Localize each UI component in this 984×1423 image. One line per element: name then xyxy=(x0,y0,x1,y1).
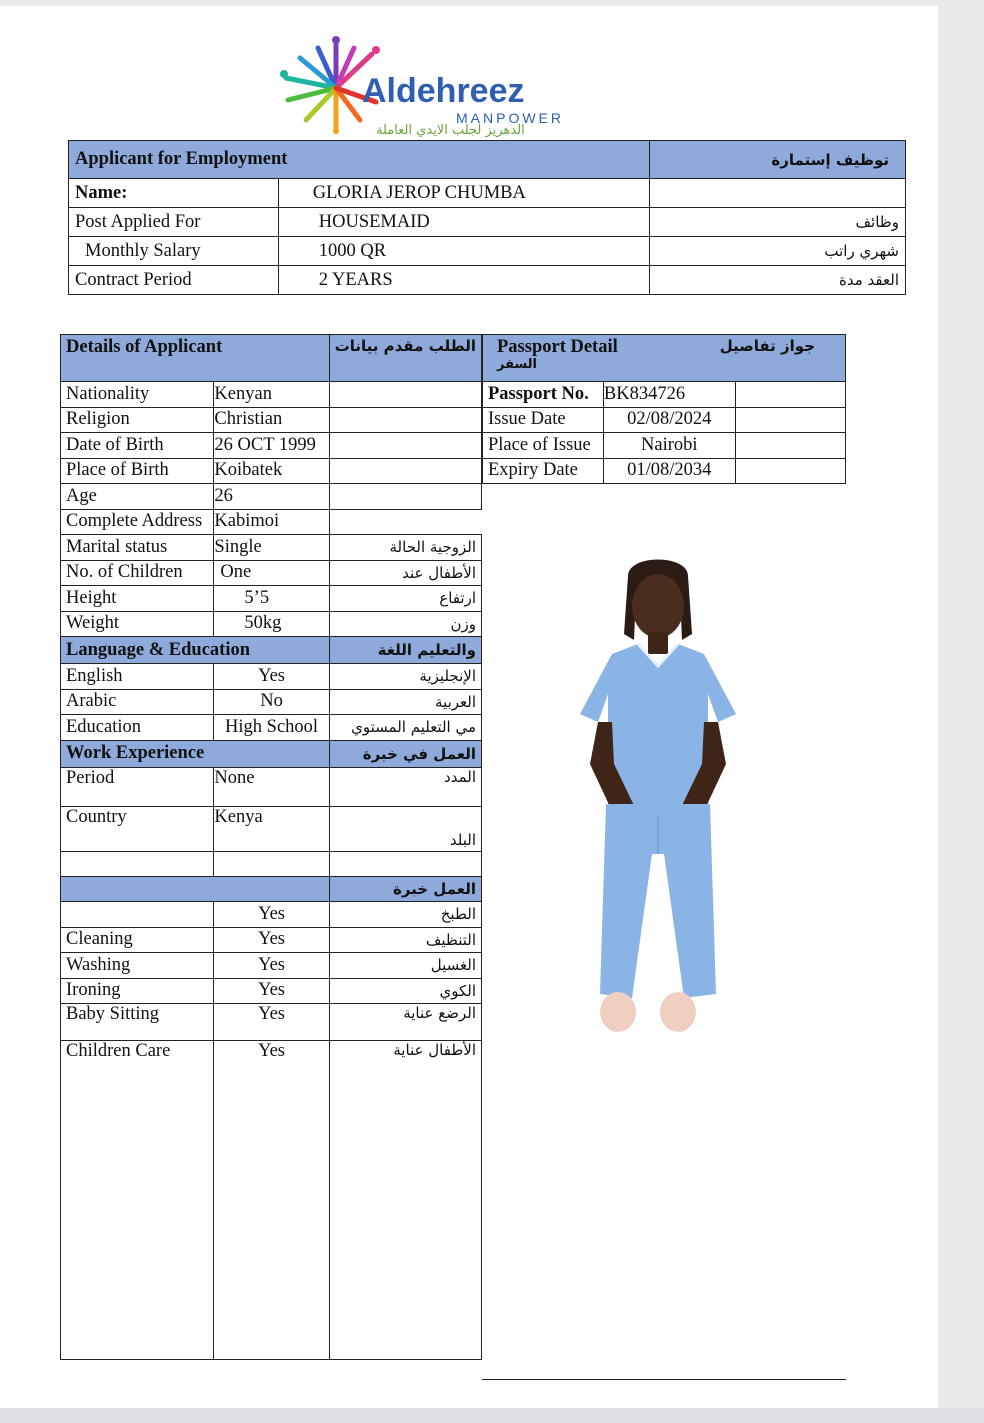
issue-date-value: 02/08/2024 xyxy=(603,407,735,433)
babysitting-ar: الرضع عناية xyxy=(329,1004,481,1041)
passport-number-label: Passport No. xyxy=(483,382,604,408)
washing-label: Washing xyxy=(61,953,214,979)
babysitting-value: Yes xyxy=(214,1004,329,1041)
empty-cell xyxy=(735,382,845,408)
table-bottom-line xyxy=(482,1379,846,1380)
table-row xyxy=(61,1004,482,1041)
religion-value: Christian xyxy=(214,407,329,433)
table-row xyxy=(61,767,482,806)
name-label: Name: xyxy=(69,179,279,208)
childcare-value: Yes xyxy=(214,1041,329,1360)
table-row xyxy=(61,560,482,586)
details-title-ar: الطلب مقدم بيانات xyxy=(329,335,481,382)
ironing-label: Ironing xyxy=(61,978,214,1004)
cooking-value: Yes xyxy=(214,902,329,928)
passport-table xyxy=(482,334,846,484)
table-row xyxy=(61,689,482,715)
cleaning-ar: التنظيف xyxy=(329,927,481,953)
issue-date-label: Issue Date xyxy=(483,407,604,433)
religion-label: Religion xyxy=(61,407,214,433)
babysitting-label: Baby Sitting xyxy=(61,1004,214,1041)
pob-label: Place of Birth xyxy=(61,458,214,484)
nationality-ar xyxy=(329,382,481,408)
post-value: HOUSEMAID xyxy=(278,208,650,237)
table-row xyxy=(61,806,482,851)
brand-arabic: الدهريز لجلب الايدي العاملة xyxy=(376,123,525,138)
age-label: Age xyxy=(61,484,214,510)
skills-title xyxy=(61,877,330,902)
passport-number-value: BK834726 xyxy=(603,382,735,408)
table-row xyxy=(61,851,482,877)
table-row xyxy=(483,458,846,484)
education-value: High School xyxy=(214,715,329,741)
table-row xyxy=(61,509,482,535)
applicant-photo xyxy=(568,554,748,1040)
weight-value: 50kg xyxy=(214,611,329,637)
pob-ar xyxy=(329,458,481,484)
post-label: Post Applied For xyxy=(69,208,279,237)
marital-ar: الزوجية الحالة xyxy=(329,535,481,561)
country-value: Kenya xyxy=(214,806,329,851)
childcare-label: Children Care xyxy=(61,1041,214,1360)
table-row xyxy=(483,407,846,433)
period-label: Period xyxy=(61,767,214,806)
address-ar xyxy=(329,509,481,535)
country-label: Country xyxy=(61,806,214,851)
arabic-value: No xyxy=(214,689,329,715)
contract-value: 2 YEARS xyxy=(278,266,650,295)
period-value: None xyxy=(214,767,329,806)
height-label: Height xyxy=(61,586,214,612)
passport-header xyxy=(483,335,846,382)
issue-place-value: Nairobi xyxy=(603,433,735,459)
arabic-ar: العربية xyxy=(329,689,481,715)
language-title-ar: والتعليم اللغة xyxy=(329,637,481,664)
table-row xyxy=(61,484,482,510)
address-label: Complete Address xyxy=(61,509,214,535)
children-value: One xyxy=(214,560,329,586)
expiry-date-value: 01/08/2034 xyxy=(603,458,735,484)
dob-ar xyxy=(329,433,481,459)
education-label: Education xyxy=(61,715,214,741)
brand-subtitle: MANPOWER xyxy=(456,110,564,126)
education-ar: مي التعليم المستوي xyxy=(329,715,481,741)
table-row xyxy=(61,715,482,741)
work-title-ar: العمل في خبرة xyxy=(329,740,481,767)
skills-header xyxy=(61,877,482,902)
skills-title-ar: العمل خبرة xyxy=(329,877,481,902)
age-ar xyxy=(329,484,481,510)
table-row xyxy=(69,179,906,208)
english-value: Yes xyxy=(214,664,329,690)
address-value: Kabimoi xyxy=(214,509,329,535)
company-logo xyxy=(276,30,616,138)
cooking-ar: الطبخ xyxy=(329,902,481,928)
childcare-ar: الأطفال عناية xyxy=(329,1041,481,1360)
height-ar: ارتفاع xyxy=(329,586,481,612)
work-title: Work Experience xyxy=(61,740,330,767)
table-row xyxy=(69,208,906,237)
cleaning-label: Cleaning xyxy=(61,927,214,953)
weight-label: Weight xyxy=(61,611,214,637)
cleaning-value: Yes xyxy=(214,927,329,953)
passport-title-ar: جواز تفاصيل xyxy=(719,337,815,355)
children-label: No. of Children xyxy=(61,560,214,586)
weight-ar: وزن xyxy=(329,611,481,637)
ironing-ar: الكوي xyxy=(329,978,481,1004)
ironing-value: Yes xyxy=(214,978,329,1004)
language-title: Language & Education xyxy=(61,637,330,664)
employment-title: Applicant for Employment xyxy=(69,141,650,179)
passport-title-cell xyxy=(483,335,846,382)
dob-label: Date of Birth xyxy=(61,433,214,459)
children-ar: الأطفال عند xyxy=(329,560,481,586)
table-row xyxy=(61,902,482,928)
table-row xyxy=(483,382,846,408)
name-ar xyxy=(650,179,906,208)
empty-cell xyxy=(61,851,214,877)
details-table xyxy=(60,334,482,1360)
table-row xyxy=(61,1041,482,1360)
work-header xyxy=(61,740,482,767)
name-value: GLORIA JEROP CHUMBA xyxy=(278,179,650,208)
table-row xyxy=(69,266,906,295)
marital-value: Single xyxy=(214,535,329,561)
empty-cell xyxy=(329,851,481,877)
contract-label: Contract Period xyxy=(69,266,279,295)
page-bottom-strip xyxy=(0,1408,984,1423)
table-row xyxy=(61,407,482,433)
details-header xyxy=(61,335,482,382)
passport-title-ar2: السفر xyxy=(497,357,538,372)
empty-cell xyxy=(735,407,845,433)
expiry-date-label: Expiry Date xyxy=(483,458,604,484)
employment-table xyxy=(68,140,906,295)
washing-ar: الغسيل xyxy=(329,953,481,979)
table-row xyxy=(61,458,482,484)
religion-ar xyxy=(329,407,481,433)
employment-header xyxy=(69,141,906,179)
nationality-value: Kenyan xyxy=(214,382,329,408)
table-row xyxy=(61,433,482,459)
contract-ar: العقد مدة xyxy=(650,266,906,295)
cooking-label xyxy=(61,902,214,928)
arabic-label: Arabic xyxy=(61,689,214,715)
post-ar: وظائف xyxy=(650,208,906,237)
table-row xyxy=(61,664,482,690)
table-row xyxy=(61,586,482,612)
english-ar: الإنجليزية xyxy=(329,664,481,690)
salary-value: 1000 QR xyxy=(278,237,650,266)
english-label: English xyxy=(61,664,214,690)
washing-value: Yes xyxy=(214,953,329,979)
marital-label: Marital status xyxy=(61,535,214,561)
table-row xyxy=(61,978,482,1004)
dob-value: 26 OCT 1999 xyxy=(214,433,329,459)
period-ar: المدد xyxy=(329,767,481,806)
table-row xyxy=(61,953,482,979)
brand-name: Aldehreez xyxy=(362,72,525,110)
table-row xyxy=(69,237,906,266)
table-row xyxy=(61,535,482,561)
employment-title-ar: توظيف إستمارة xyxy=(650,141,906,179)
language-header xyxy=(61,637,482,664)
table-row xyxy=(61,611,482,637)
age-value: 26 xyxy=(214,484,329,510)
salary-label: Monthly Salary xyxy=(69,237,279,266)
empty-cell xyxy=(214,851,329,877)
country-ar: البلد xyxy=(329,806,481,851)
height-value: 5’5 xyxy=(214,586,329,612)
passport-title: Passport Detail xyxy=(497,337,618,357)
empty-cell xyxy=(735,433,845,459)
empty-cell xyxy=(735,458,845,484)
details-title: Details of Applicant xyxy=(61,335,330,382)
table-row xyxy=(61,382,482,408)
salary-ar: شهري راتب xyxy=(650,237,906,266)
table-row xyxy=(483,433,846,459)
pob-value: Koibatek xyxy=(214,458,329,484)
table-row xyxy=(61,927,482,953)
issue-place-label: Place of Issue xyxy=(483,433,604,459)
nationality-label: Nationality xyxy=(61,382,214,408)
